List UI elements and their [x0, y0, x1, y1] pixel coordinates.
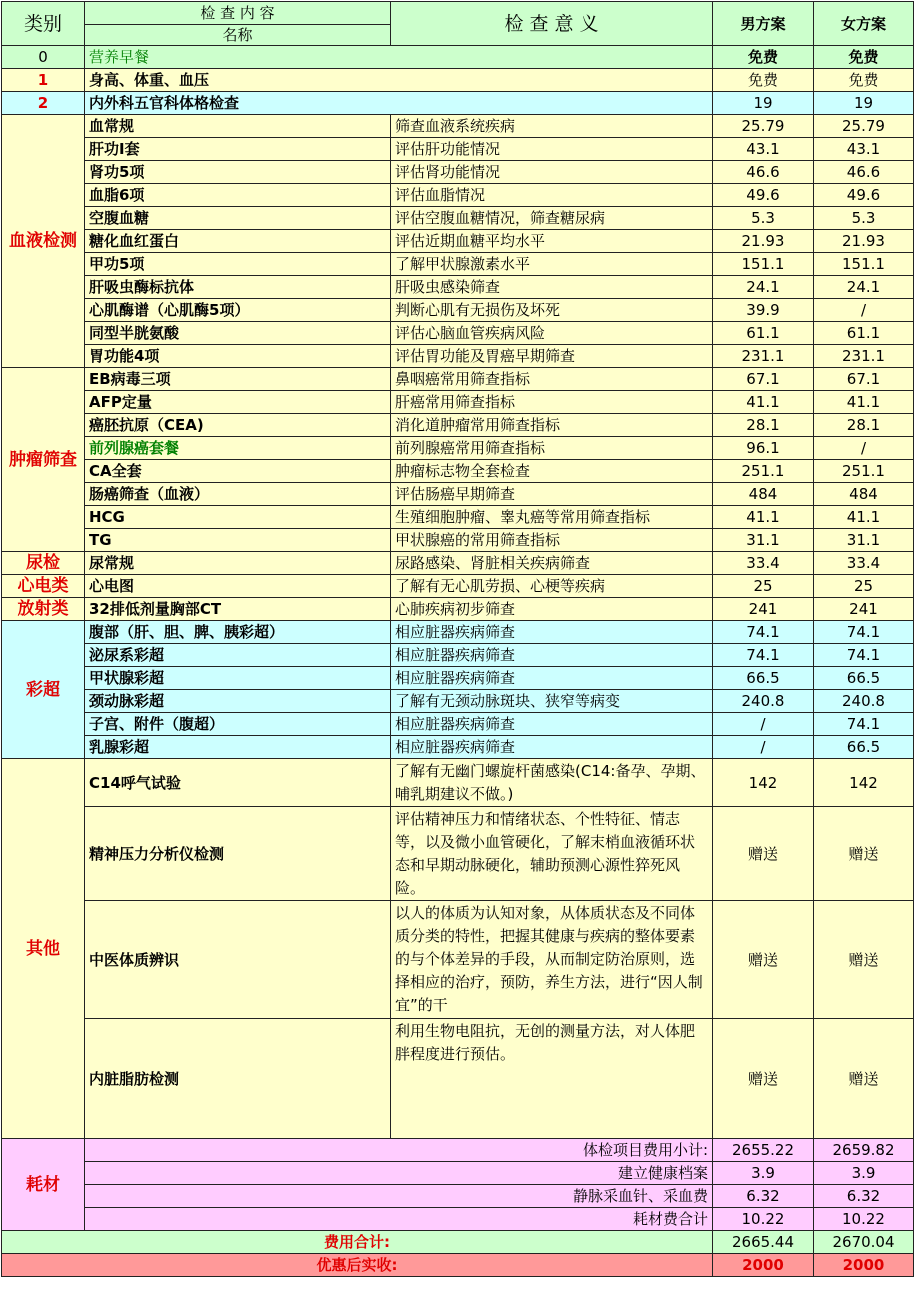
- female-price: 67.1: [814, 368, 914, 391]
- item-meaning: 评估肝功能情况: [391, 138, 713, 161]
- female-price: 74.1: [814, 644, 914, 667]
- item-name: 甲状腺彩超: [85, 667, 391, 690]
- male-price: 25.79: [713, 115, 814, 138]
- male-price: 赠送: [713, 807, 814, 901]
- female-price: 25: [814, 575, 914, 598]
- table-row: [2, 529, 914, 552]
- table-row: [2, 483, 914, 506]
- male-price: 41.1: [713, 506, 814, 529]
- header-male: 男方案: [713, 2, 814, 46]
- male-price: 241: [713, 598, 814, 621]
- category-blood: 血液检测: [2, 115, 85, 368]
- item-name: 血脂6项: [85, 184, 391, 207]
- table-row: [2, 552, 914, 575]
- item-meaning: 了解有无心肌劳损、心梗等疾病: [391, 575, 713, 598]
- male-price: /: [713, 736, 814, 759]
- female-price: 24.1: [814, 276, 914, 299]
- table-row: [2, 506, 914, 529]
- item-name: C14呼气试验: [85, 759, 391, 807]
- male-price: 21.93: [713, 230, 814, 253]
- item-meaning: 评估近期血糖平均水平: [391, 230, 713, 253]
- male-price: 484: [713, 483, 814, 506]
- male-price: 41.1: [713, 391, 814, 414]
- female-price: 151.1: [814, 253, 914, 276]
- item-name: 癌胚抗原（CEA): [85, 414, 391, 437]
- table-row: [2, 1139, 914, 1162]
- female-price: 5.3: [814, 207, 914, 230]
- item-meaning: 了解有无幽门螺旋杆菌感染(C14:备孕、孕期、哺乳期建议不做。): [391, 759, 713, 807]
- table-row: [2, 1231, 914, 1254]
- item-name: 空腹血糖: [85, 207, 391, 230]
- total-female: 2670.04: [814, 1231, 914, 1254]
- table-row: [2, 138, 914, 161]
- item-name: 前列腺癌套餐: [85, 437, 391, 460]
- male-price: 2655.22: [713, 1139, 814, 1162]
- item-meaning: 判断心肌有无损伤及坏死: [391, 299, 713, 322]
- table-row: [2, 1254, 914, 1277]
- table-row: 1 身高、体重、血压 免费 免费: [2, 69, 914, 92]
- header-female: 女方案: [814, 2, 914, 46]
- female-price: 41.1: [814, 506, 914, 529]
- item-name: HCG: [85, 506, 391, 529]
- female-price: 3.9: [814, 1162, 914, 1185]
- item-meaning: 消化道肿瘤常用筛查指标: [391, 414, 713, 437]
- female-price: 46.6: [814, 161, 914, 184]
- item-name: TG: [85, 529, 391, 552]
- female-price: 33.4: [814, 552, 914, 575]
- male-price: /: [713, 713, 814, 736]
- item-name: 子宫、附件（腹超）: [85, 713, 391, 736]
- item-name: 乳腺彩超: [85, 736, 391, 759]
- female-price: 2659.82: [814, 1139, 914, 1162]
- male-price: 96.1: [713, 437, 814, 460]
- female-price: 240.8: [814, 690, 914, 713]
- item-name: 肝吸虫酶标抗体: [85, 276, 391, 299]
- male-price: 赠送: [713, 1019, 814, 1139]
- item-meaning: 评估精神压力和情绪状态、个性特征、情志等，以及微小血管硬化，了解末梢血液循环状态和早期动脉硬化，辅助预测心源性猝死风险。: [391, 807, 713, 901]
- category-ecg: 心电类: [2, 575, 85, 598]
- male-price: 240.8: [713, 690, 814, 713]
- item-name: 糖化血红蛋白: [85, 230, 391, 253]
- item-name: 同型半胱氨酸: [85, 322, 391, 345]
- item-name: CA全套: [85, 460, 391, 483]
- item-meaning: 相应脏器疾病筛查: [391, 713, 713, 736]
- header-name: 名称: [85, 25, 391, 46]
- female-price: 10.22: [814, 1208, 914, 1231]
- male-price: 6.32: [713, 1185, 814, 1208]
- item-meaning: 利用生物电阻抗，无创的测量方法，对人体肥胖程度进行预估。: [391, 1019, 713, 1139]
- fee-label: 静脉采血针、采血费: [85, 1185, 713, 1208]
- table-row: [2, 807, 914, 901]
- item-meaning: 评估心脑血管疾病风险: [391, 322, 713, 345]
- female-price: 74.1: [814, 713, 914, 736]
- category-radio: 放射类: [2, 598, 85, 621]
- table-row: [2, 713, 914, 736]
- male-price: 24.1: [713, 276, 814, 299]
- male-price: 67.1: [713, 368, 814, 391]
- female-price: 231.1: [814, 345, 914, 368]
- category-tumor: 肿瘤筛查: [2, 368, 85, 552]
- table-row: [2, 161, 914, 184]
- female-price: 25.79: [814, 115, 914, 138]
- item-meaning: 以人的体质为认知对象，从体质状态及不同体质分类的特性，把握其健康与疾病的整体要素的与个体差异的手段，从而制定防治原则，选择相应的治疗，预防，养生方法，进行“因人制宜”的干: [391, 901, 713, 1019]
- item-meaning: 相应脏器疾病筛查: [391, 667, 713, 690]
- item-name: 肠癌筛查（血液）: [85, 483, 391, 506]
- item-meaning: 相应脏器疾病筛查: [391, 736, 713, 759]
- female-price: 赠送: [814, 901, 914, 1019]
- discount-female: 2000: [814, 1254, 914, 1277]
- fee-label: 体检项目费用小计:: [85, 1139, 713, 1162]
- discount-male: 2000: [713, 1254, 814, 1277]
- table-row: [2, 667, 914, 690]
- female-price: 251.1: [814, 460, 914, 483]
- female-price: 6.32: [814, 1185, 914, 1208]
- item-meaning: 肝癌常用筛查指标: [391, 391, 713, 414]
- table-row: [2, 368, 914, 391]
- category-consumables: 耗材: [2, 1139, 85, 1231]
- table-row: [2, 322, 914, 345]
- table-row: 2 内外科五官科体格检查 19 19: [2, 92, 914, 115]
- table-row: [2, 759, 914, 807]
- table-row: [2, 184, 914, 207]
- female-price: 43.1: [814, 138, 914, 161]
- female-price: 31.1: [814, 529, 914, 552]
- female-price: 241: [814, 598, 914, 621]
- category-other: 其他: [2, 759, 85, 1139]
- category-ultra: 彩超: [2, 621, 85, 759]
- item-name: 肾功5项: [85, 161, 391, 184]
- item-meaning: 筛查血液系统疾病: [391, 115, 713, 138]
- item-meaning: 肿瘤标志物全套检查: [391, 460, 713, 483]
- item-name: 精神压力分析仪检测: [85, 807, 391, 901]
- table-row: [2, 414, 914, 437]
- category-urine: 尿检: [2, 552, 85, 575]
- total-male: 2665.44: [713, 1231, 814, 1254]
- female-price: 74.1: [814, 621, 914, 644]
- item-name: 腹部（肝、胆、脾、胰彩超）: [85, 621, 391, 644]
- table-row: [2, 253, 914, 276]
- item-meaning: 鼻咽癌常用筛查指标: [391, 368, 713, 391]
- table-row: [2, 115, 914, 138]
- total-label: 费用合计:: [2, 1231, 713, 1254]
- fee-label: 建立健康档案: [85, 1162, 713, 1185]
- male-price: 61.1: [713, 322, 814, 345]
- item-name: 泌尿系彩超: [85, 644, 391, 667]
- item-meaning: 心肺疾病初步筛查: [391, 598, 713, 621]
- table-row: 0 营养早餐 免费 免费: [2, 46, 914, 69]
- item-meaning: 了解甲状腺激素水平: [391, 253, 713, 276]
- male-price: 31.1: [713, 529, 814, 552]
- male-price: 28.1: [713, 414, 814, 437]
- item-meaning: 肝吸虫感染筛查: [391, 276, 713, 299]
- table-row: [2, 1208, 914, 1231]
- item-meaning: 相应脏器疾病筛查: [391, 621, 713, 644]
- male-price: 46.6: [713, 161, 814, 184]
- table-row: [2, 345, 914, 368]
- female-price: 66.5: [814, 736, 914, 759]
- female-price: 49.6: [814, 184, 914, 207]
- female-price: 21.93: [814, 230, 914, 253]
- female-price: 赠送: [814, 1019, 914, 1139]
- male-price: 10.22: [713, 1208, 814, 1231]
- male-price: 251.1: [713, 460, 814, 483]
- male-price: 142: [713, 759, 814, 807]
- table-row: [2, 901, 914, 1019]
- item-name: 心肌酶谱（心肌酶5项）: [85, 299, 391, 322]
- male-price: 33.4: [713, 552, 814, 575]
- item-name: 32排低剂量胸部CT: [85, 598, 391, 621]
- male-price: 5.3: [713, 207, 814, 230]
- female-price: 61.1: [814, 322, 914, 345]
- item-name: EB病毒三项: [85, 368, 391, 391]
- item-name: 中医体质辨识: [85, 901, 391, 1019]
- item-name: 甲功5项: [85, 253, 391, 276]
- female-price: 66.5: [814, 667, 914, 690]
- item-name: 心电图: [85, 575, 391, 598]
- discount-label: 优惠后实收:: [2, 1254, 713, 1277]
- table-row: [2, 1162, 914, 1185]
- item-meaning: 甲状腺癌的常用筛查指标: [391, 529, 713, 552]
- table-row: [2, 598, 914, 621]
- header-category: 类别: [2, 2, 85, 46]
- item-name: 血常规: [85, 115, 391, 138]
- exam-table: [1, 1, 914, 1277]
- table-row: [2, 207, 914, 230]
- table-row: [2, 690, 914, 713]
- item-name: 颈动脉彩超: [85, 690, 391, 713]
- male-price: 74.1: [713, 621, 814, 644]
- item-name: 胃功能4项: [85, 345, 391, 368]
- table-row: [2, 276, 914, 299]
- item-meaning: 前列腺癌常用筛查指标: [391, 437, 713, 460]
- item-name: 尿常规: [85, 552, 391, 575]
- item-meaning: 了解有无颈动脉斑块、狭窄等病变: [391, 690, 713, 713]
- table-row: [2, 437, 914, 460]
- table-row: [2, 1019, 914, 1139]
- male-price: 3.9: [713, 1162, 814, 1185]
- table-row: [2, 460, 914, 483]
- male-price: 151.1: [713, 253, 814, 276]
- table-row: [2, 391, 914, 414]
- table-row: [2, 644, 914, 667]
- male-price: 231.1: [713, 345, 814, 368]
- male-price: 43.1: [713, 138, 814, 161]
- male-price: 74.1: [713, 644, 814, 667]
- item-name: 内脏脂肪检测: [85, 1019, 391, 1139]
- table-row: [2, 575, 914, 598]
- female-price: 484: [814, 483, 914, 506]
- table-row: [2, 299, 914, 322]
- header-meaning: 检 查 意 义: [391, 2, 713, 46]
- female-price: 41.1: [814, 391, 914, 414]
- female-price: 赠送: [814, 807, 914, 901]
- female-price: 142: [814, 759, 914, 807]
- male-price: 49.6: [713, 184, 814, 207]
- male-price: 66.5: [713, 667, 814, 690]
- item-meaning: 评估肠癌早期筛查: [391, 483, 713, 506]
- item-meaning: 评估空腹血糖情况，筛查糖尿病: [391, 207, 713, 230]
- item-name: 肝功Ⅰ套: [85, 138, 391, 161]
- male-price: 赠送: [713, 901, 814, 1019]
- fee-label: 耗材费合计: [85, 1208, 713, 1231]
- table-row: [2, 1185, 914, 1208]
- item-name: AFP定量: [85, 391, 391, 414]
- female-price: 28.1: [814, 414, 914, 437]
- item-meaning: 评估血脂情况: [391, 184, 713, 207]
- item-meaning: 评估胃功能及胃癌早期筛查: [391, 345, 713, 368]
- female-price: /: [814, 299, 914, 322]
- item-meaning: 尿路感染、肾脏相关疾病筛查: [391, 552, 713, 575]
- item-meaning: 评估肾功能情况: [391, 161, 713, 184]
- female-price: /: [814, 437, 914, 460]
- male-price: 25: [713, 575, 814, 598]
- item-meaning: 生殖细胞肿瘤、睾丸癌等常用筛查指标: [391, 506, 713, 529]
- table-row: [2, 736, 914, 759]
- header-content: 检 查 内 容: [85, 2, 391, 25]
- table-row: [2, 230, 914, 253]
- male-price: 39.9: [713, 299, 814, 322]
- item-meaning: 相应脏器疾病筛查: [391, 644, 713, 667]
- table-row: [2, 621, 914, 644]
